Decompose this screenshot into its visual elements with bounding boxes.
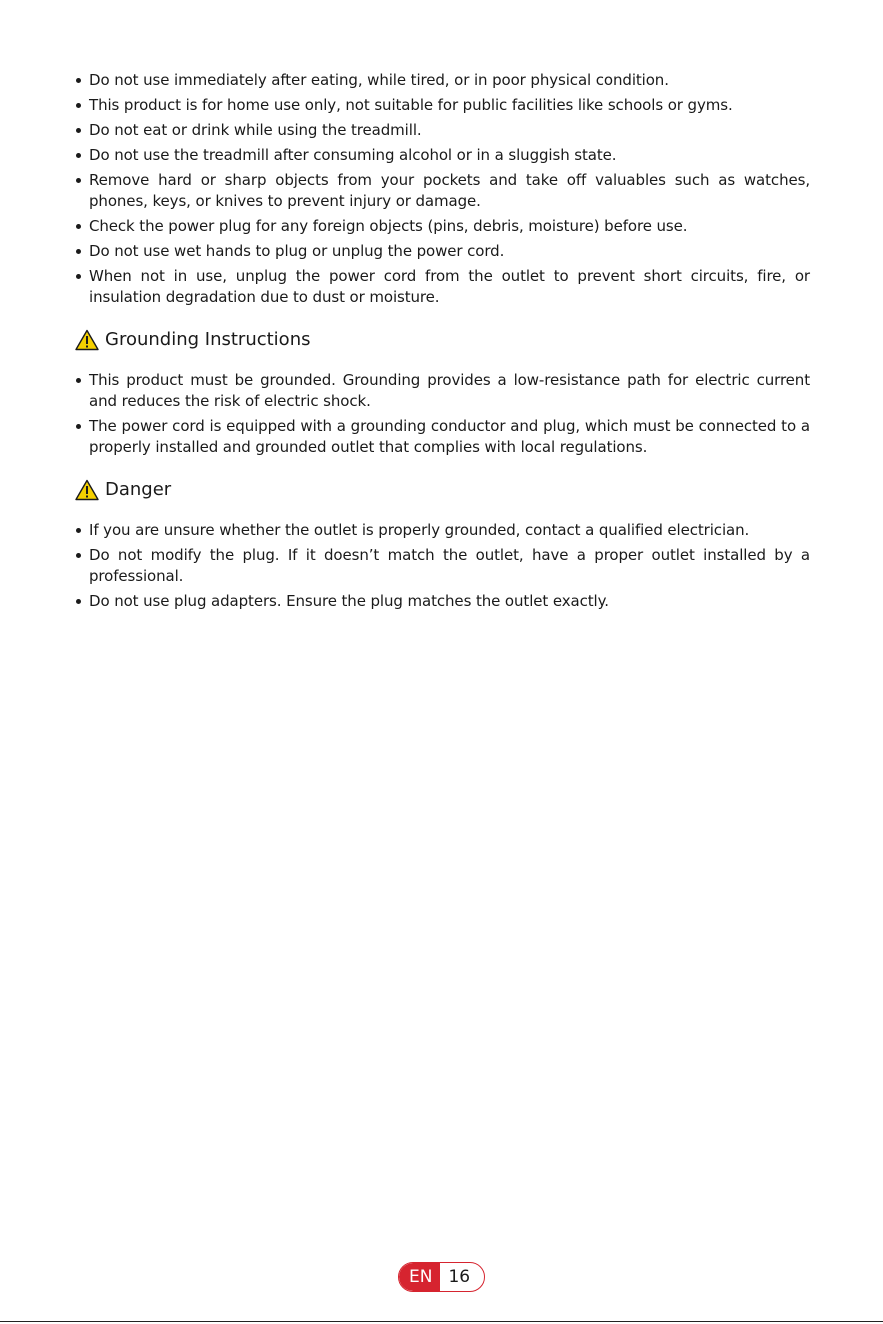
list-item: Do not use plug adapters. Ensure the plug matches the outlet exactly.: [75, 591, 810, 612]
list-item: Remove hard or sharp objects from your pockets and take off valuables such as watches, phones, keys, or knives to prevent injury or damage.: [75, 170, 810, 212]
warning-triangle-icon: [75, 329, 99, 351]
page-number: 16: [448, 1267, 471, 1287]
danger-heading: [75, 478, 810, 502]
list-item: Check the power plug for any foreign objects (pins, debris, moisture) before use.: [75, 216, 810, 237]
page-content: [75, 70, 810, 616]
list-item: Do not eat or drink while using the treadmill.: [75, 120, 810, 141]
list-item: Do not use immediately after eating, while tired, or in poor physical condition.: [75, 70, 810, 91]
list-item: This product is for home use only, not suitable for public facilities like schools or gyms.: [75, 95, 810, 116]
list-item: Do not use wet hands to plug or unplug the power cord.: [75, 241, 810, 262]
grounding-title: Grounding Instructions: [105, 329, 311, 350]
warning-triangle-icon: [75, 479, 99, 501]
grounding-list: [75, 370, 810, 458]
general-safety-list: [75, 70, 810, 308]
bottom-divider: [0, 1321, 883, 1322]
list-item: Do not modify the plug. If it doesn’t match the outlet, have a proper outlet installed by a professional.: [75, 545, 810, 587]
list-item: This product must be grounded. Grounding provides a low-resistance path for electric current and reduces the risk of electric shock.: [75, 370, 810, 412]
language-label: EN: [399, 1263, 440, 1291]
danger-list: [75, 520, 810, 612]
list-item: Do not use the treadmill after consuming alcohol or in a sluggish state.: [75, 145, 810, 166]
list-item: When not in use, unplug the power cord from the outlet to prevent short circuits, fire, or insulation degradation due to dust or moisture.: [75, 266, 810, 308]
grounding-heading: [75, 328, 810, 352]
list-item: If you are unsure whether the outlet is properly grounded, contact a qualified electrician.: [75, 520, 810, 541]
page-number-badge: [398, 1262, 485, 1292]
list-item: The power cord is equipped with a grounding conductor and plug, which must be connected to a properly installed and grounded outlet that complies with local regulations.: [75, 416, 810, 458]
danger-title: Danger: [105, 479, 172, 500]
